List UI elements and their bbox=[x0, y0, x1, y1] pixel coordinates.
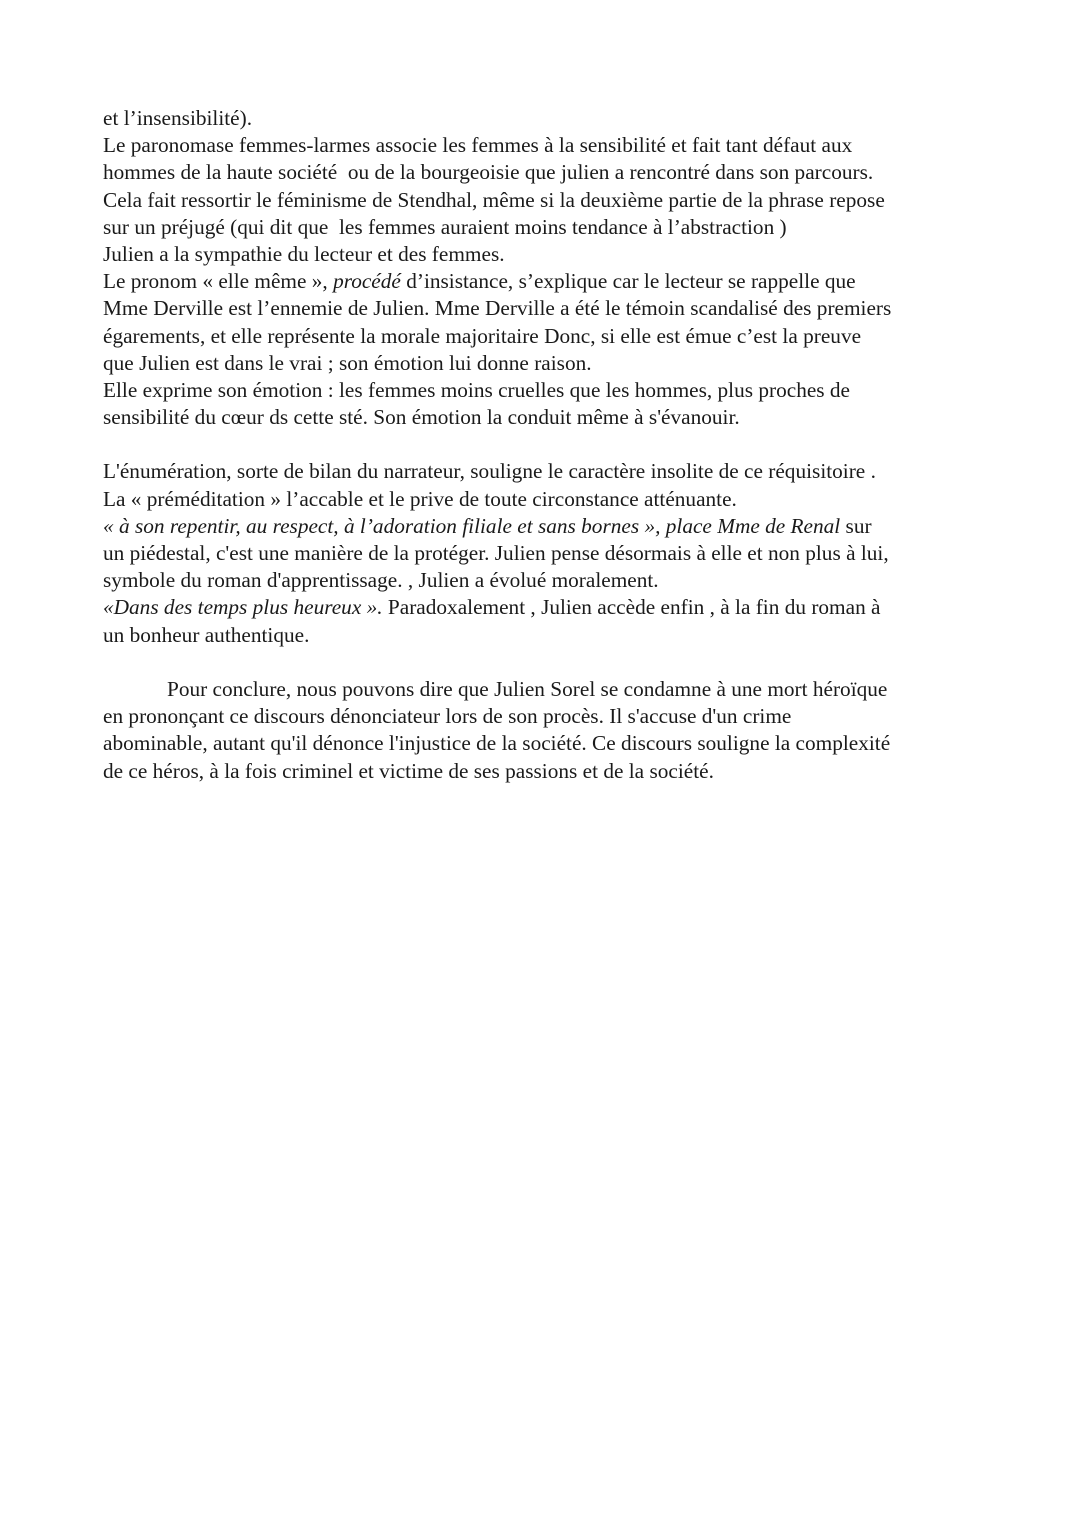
text-line: Julien a la sympathie du lecteur et des femmes. bbox=[103, 241, 505, 266]
text-line: L'énumération, sorte de bilan du narrateur, souligne le caractère insolite de ce réquisitoire . bbox=[103, 459, 876, 484]
text-line: abominable, autant qu'il dénonce l'injustice de la société. Ce discours souligne la complexité bbox=[103, 731, 891, 756]
text-line: un piédestal, c'est une manière de la protéger. Julien pense désormais à elle et non plus à lui, bbox=[103, 541, 889, 565]
document-body bbox=[103, 105, 1003, 785]
text-line: sur un préjugé (qui dit que les femmes auraient moins tendance à l’abstraction ) bbox=[103, 214, 787, 239]
text-line bbox=[103, 513, 1003, 540]
text-run: Paradoxalement , Julien accède enfin , à la fin du roman à bbox=[382, 595, 881, 620]
paragraph-spacer bbox=[103, 649, 1003, 676]
text-line: sensibilité du cœur ds cette sté. Son émotion la conduit même à s'évanouir. bbox=[103, 405, 740, 430]
text-line: Elle exprime son émotion : les femmes moins cruelles que les hommes, plus proches de bbox=[103, 377, 851, 402]
text-line: et l’insensibilité). bbox=[103, 106, 253, 130]
text-run: d’insistance, s’explique car le lecteur se rappelle que bbox=[400, 269, 856, 294]
paragraph-enumeration bbox=[103, 458, 1003, 648]
text-line: que Julien est dans le vrai ; son émotion lui donne raison. bbox=[103, 350, 592, 375]
text-line: Le paronomase femmes-larmes associe les femmes à la sensibilité et fait tant défaut aux bbox=[103, 133, 853, 158]
text-line: Pour conclure, nous pouvons dire que Julien Sorel se condamne à une mort héroïque bbox=[167, 676, 888, 701]
text-run: Le pronom « elle même », bbox=[103, 269, 334, 294]
paragraph-spacer bbox=[103, 431, 1003, 458]
text-line: symbole du roman d'apprentissage. , Julien a évolué moralement. bbox=[103, 568, 659, 593]
text-line bbox=[103, 268, 1003, 295]
text-line: Cela fait ressortir le féminisme de Stendhal, même si la deuxième partie de la phrase repose bbox=[103, 187, 885, 212]
text-line: de ce héros, à la fois criminel et victime de ses passions et de la société. bbox=[103, 758, 714, 783]
paragraph-conclusion bbox=[103, 676, 1003, 785]
text-line: en prononçant ce discours dénonciateur lors de son procès. Il s'accuse d'un crime bbox=[103, 704, 792, 729]
italic-quote: «Dans des temps plus heureux ». bbox=[103, 595, 383, 620]
text-line: Mme Derville est l’ennemie de Julien. Mme Derville a été le témoin scandalisé des premiers bbox=[103, 296, 892, 321]
text-line: La « préméditation » l’accable et le prive de toute circonstance atténuante. bbox=[103, 486, 737, 511]
italic-text-run: procédé bbox=[333, 269, 401, 294]
text-run: sur bbox=[840, 513, 872, 538]
text-line: un bonheur authentique. bbox=[103, 622, 310, 647]
text-line: hommes de la haute société ou de la bourgeoisie que julien a rencontré dans son parcours. bbox=[103, 160, 874, 185]
italic-quote: « à son repentir, au respect, à l’adoration filiale et sans bornes », place Mme de Renal bbox=[103, 513, 841, 538]
text-line bbox=[103, 594, 1003, 621]
text-line: égarements, et elle représente la morale majoritaire Donc, si elle est émue c’est la preuve bbox=[103, 323, 862, 348]
paragraph-analysis-women bbox=[103, 105, 1003, 431]
